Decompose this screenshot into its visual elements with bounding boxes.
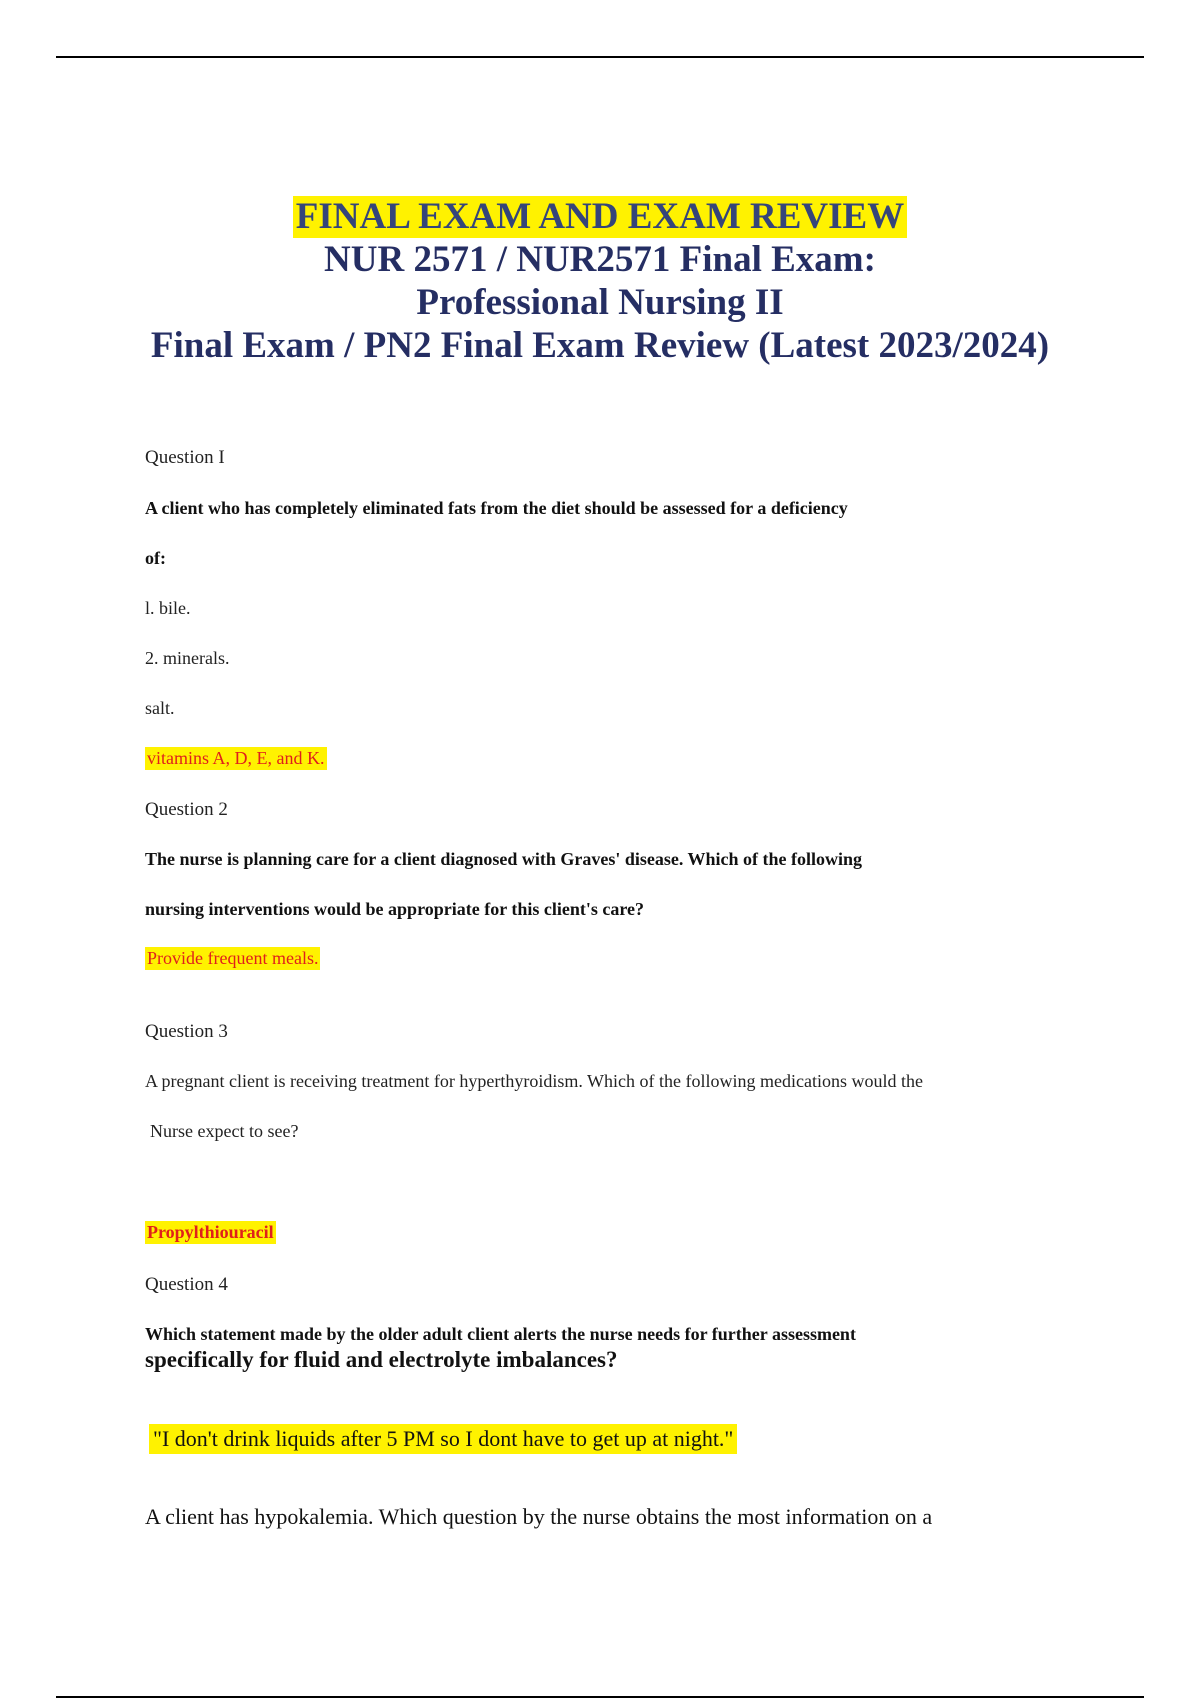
course-title-line-3: Final Exam / PN2 Final Exam Review (Latest 2023/2024) bbox=[150, 325, 1050, 366]
course-title-line-2: Professional Nursing II bbox=[416, 282, 784, 323]
question-5-stem-line-1: A client has hypokalemia. Which question by the nurse obtains the most information on a bbox=[145, 1504, 933, 1529]
question-3-stem-line-1: A pregnant client is receiving treatment for hyperthyroidism. Which of the following medications would the bbox=[145, 1071, 923, 1091]
question-3-stem-line-2: Nurse expect to see? bbox=[150, 1121, 299, 1141]
question-1-option-2: 2. minerals. bbox=[145, 648, 230, 668]
question-1-stem-line-1: A client who has completely eliminated fats from the diet should be assessed for a deficiency bbox=[145, 498, 848, 518]
question-3-answer: Propylthiouracil bbox=[147, 1222, 274, 1242]
question-2-stem-line-1: The nurse is planning care for a client diagnosed with Graves' disease. Which of the following bbox=[145, 849, 863, 869]
bottom-rule bbox=[56, 1696, 1144, 1698]
document-title-block bbox=[0, 196, 1200, 367]
question-1-stem-line-2: of: bbox=[145, 548, 166, 568]
question-2-answer: Provide frequent meals. bbox=[147, 948, 319, 968]
highlighted-title: FINAL EXAM AND EXAM REVIEW bbox=[293, 196, 907, 238]
question-1-label: Question I bbox=[145, 447, 225, 468]
question-1-option-3: salt. bbox=[145, 698, 175, 718]
question-4-label: Question 4 bbox=[145, 1274, 228, 1295]
question-3-label: Question 3 bbox=[145, 1021, 228, 1042]
question-4-answer: "I don't drink liquids after 5 PM so I dont have to get up at night." bbox=[149, 1424, 737, 1454]
question-2-stem-line-2: nursing interventions would be appropriate for this client's care? bbox=[145, 899, 645, 919]
question-2-label: Question 2 bbox=[145, 799, 228, 820]
question-4-stem-line-2: specifically for fluid and electrolyte imbalances? bbox=[145, 1347, 618, 1372]
question-1-answer: vitamins A, D, E, and K. bbox=[147, 748, 325, 768]
question-4-stem-line-1: Which statement made by the older adult client alerts the nurse needs for further assessment bbox=[145, 1324, 856, 1344]
question-1-option-1: l. bile. bbox=[145, 598, 191, 618]
course-title-line-1: NUR 2571 / NUR2571 Final Exam: bbox=[324, 239, 876, 280]
top-rule bbox=[56, 56, 1144, 58]
